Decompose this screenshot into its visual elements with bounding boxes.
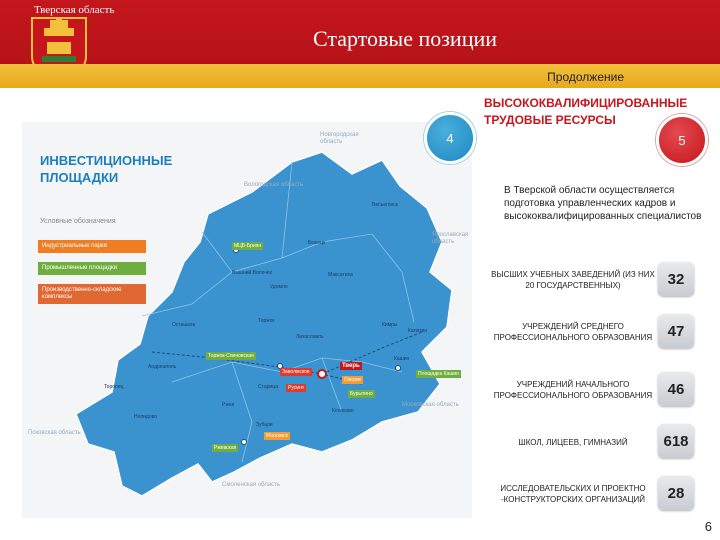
stat-value: 47 bbox=[658, 314, 694, 348]
site-tag-rzhev: Ржевская bbox=[214, 445, 237, 451]
region-map bbox=[22, 122, 472, 518]
stat-value: 618 bbox=[658, 424, 694, 458]
city-label: Кашин bbox=[394, 356, 410, 362]
stat-row bbox=[490, 372, 715, 408]
site-tag-burytino: Бурытино bbox=[350, 391, 373, 397]
city-label: Торжок bbox=[258, 318, 275, 324]
neighbor-vologda: Вологодская область bbox=[244, 182, 304, 188]
city-label: Лихославль bbox=[296, 334, 324, 340]
intro-text: В Тверской области осуществляется подготовка управленческих кадров и высококвалифицированных специалистов bbox=[504, 185, 702, 222]
city-label: Конаково bbox=[332, 408, 354, 414]
site-tag-torzhok: Торжок-Спиновская bbox=[208, 353, 254, 359]
site-tag-kashin: Площадка Кашин bbox=[418, 371, 459, 377]
slide-badge-4: 4 bbox=[424, 112, 476, 164]
city-label: Бежецк bbox=[308, 240, 326, 246]
city-label: Калязин bbox=[408, 328, 428, 334]
site-tag-tver: Тверь bbox=[342, 363, 360, 369]
site-tag-zavolzh: Заволжское bbox=[282, 369, 310, 375]
city-label: Старица bbox=[258, 384, 278, 390]
site-tag-ozerki: Озерки bbox=[344, 377, 361, 383]
city-label: Кимры bbox=[382, 322, 398, 328]
stat-label: УЧРЕЖДЕНИЙ СРЕДНЕГО ПРОФЕССИОНАЛЬНОГО ОБРАЗОВАНИЯ bbox=[493, 322, 653, 342]
continuation-label: Продолжение bbox=[547, 70, 624, 84]
neighbor-pskov: Псковская область bbox=[28, 430, 81, 436]
map-title: ИНВЕСТИЦИОННЫЕ ПЛОЩАДКИ bbox=[40, 153, 173, 185]
stat-value: 46 bbox=[658, 372, 694, 406]
section-title: ВЫСОКОКВАЛИФИЦИРОВАННЫЕ ТРУДОВЫЕ РЕСУРСЫ bbox=[484, 96, 688, 127]
city-label: Андреаполь bbox=[148, 364, 177, 370]
region-label: Тверская область bbox=[34, 4, 115, 16]
stat-label: ИССЛЕДОВАТЕЛЬСКИХ И ПРОЕКТНО -КОНСТРУКТОРСКИХ ОРГАНИЗАЦИЙ bbox=[500, 484, 646, 504]
city-label: Максатиха bbox=[328, 272, 353, 278]
stat-row bbox=[490, 476, 715, 512]
city-label: Ржев bbox=[222, 402, 235, 408]
legend-warehouse-complexes: Производственно-складские комплексы bbox=[38, 284, 146, 304]
legend-industrial-parks: Индустриальные парки bbox=[38, 240, 146, 253]
neighbor-yaroslavl: Ярославская область bbox=[432, 232, 469, 245]
city-label: Торопец bbox=[104, 384, 124, 390]
stat-label: УЧРЕЖДЕНИЙ НАЧАЛЬНОГО ПРОФЕССИОНАЛЬНОГО ОБРАЗОВАНИЯ bbox=[493, 380, 653, 400]
stat-row bbox=[490, 314, 715, 350]
city-label: Весьегонск bbox=[372, 202, 398, 208]
neighbor-smolensk: Смоленская область bbox=[222, 482, 281, 488]
stat-row bbox=[490, 424, 715, 460]
city-label: Зубцов bbox=[256, 422, 273, 428]
stat-value: 28 bbox=[658, 476, 694, 510]
page-number: 6 bbox=[704, 519, 712, 534]
slide-badge-5: 5 bbox=[656, 114, 708, 166]
site-tag-rusint: Русинт bbox=[288, 385, 305, 391]
legend-industrial-sites: Промышленные площадки bbox=[38, 262, 146, 275]
legend-title: Условные обозначения bbox=[40, 218, 116, 225]
stat-value: 32 bbox=[658, 262, 694, 296]
stat-label: ШКОЛ, ЛИЦЕЕВ, ГИМНАЗИЙ bbox=[518, 437, 628, 447]
city-label: Вышний Волочёк bbox=[232, 270, 272, 276]
neighbor-moscow: Московская область bbox=[402, 402, 459, 408]
city-label: Нелидово bbox=[134, 414, 158, 420]
neighbor-novgorod: Новгородская область bbox=[320, 132, 359, 145]
city-label: Осташков bbox=[172, 322, 196, 328]
site-tag-moskva: Московск bbox=[266, 433, 288, 439]
stat-row bbox=[490, 262, 715, 298]
city-label: Удомля bbox=[270, 284, 288, 290]
page-title: Стартовые позиции bbox=[312, 26, 498, 51]
header-bar bbox=[0, 0, 720, 88]
stat-label: ВЫСШИХ УЧЕБНЫХ ЗАВЕДЕНИЙ (ИЗ НИХ 20 ГОСУДАРСТВЕННЫХ) bbox=[491, 270, 655, 290]
site-tag-mgl: МЦБ-Бриян bbox=[234, 243, 262, 249]
